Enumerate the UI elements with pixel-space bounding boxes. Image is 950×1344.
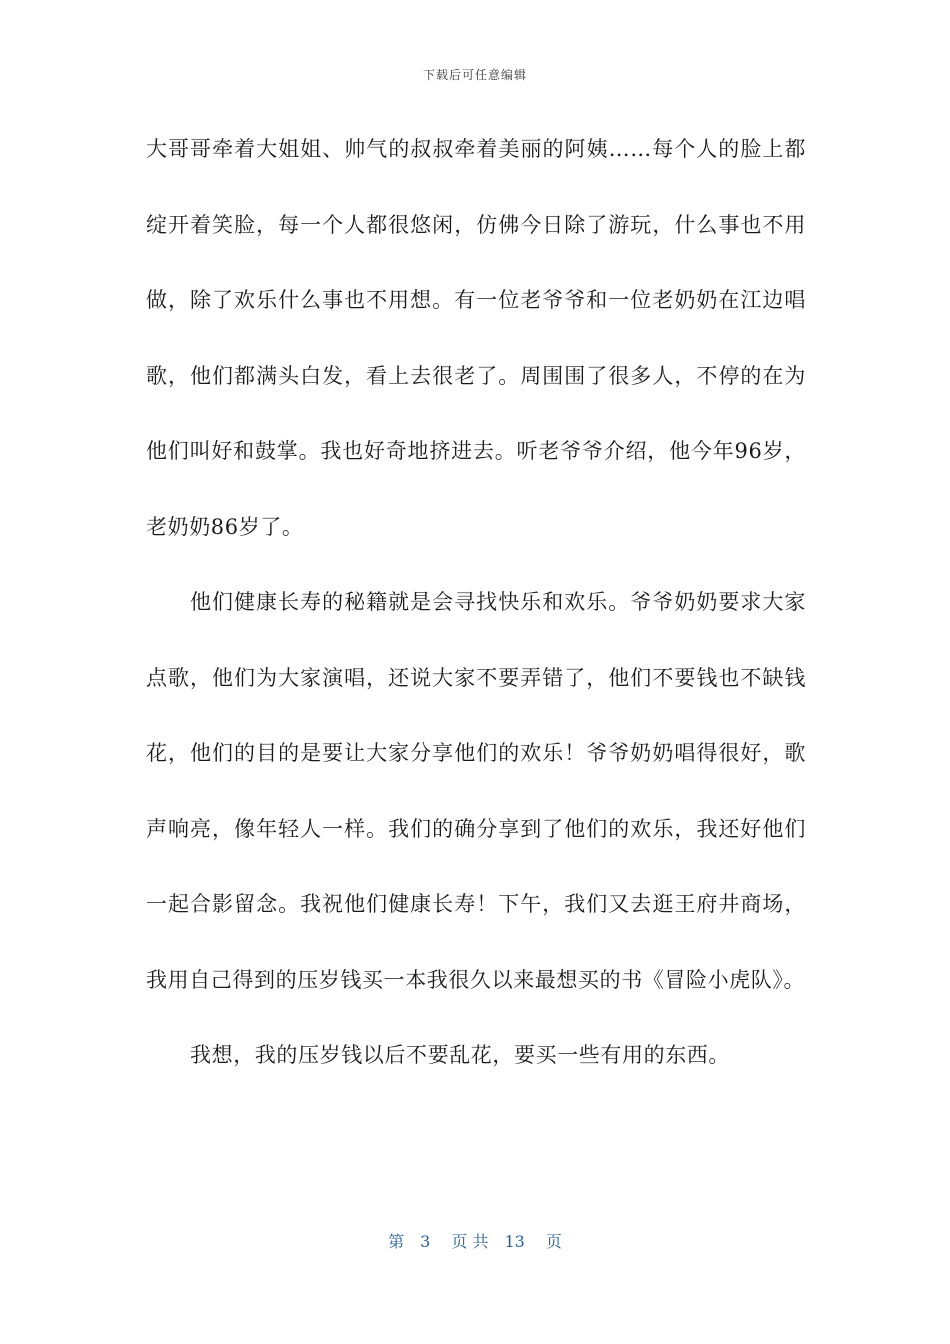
- page-header: 下载后可任意编辑: [422, 68, 527, 82]
- paragraph-1: 大哥哥牵着大姐姐、帅气的叔叔牵着美丽的阿姨……每个人的脸上都绽开着笑脸，每一个人都很悠闲，仿佛今日除了游玩，什么事也不用做，除了欢乐什么事也不用想。有一位老爷爷和一位老奶奶在江边唱歌，他们都满头白发，看上去很老了。周围围了很多人，不停的在为他们叫好和鼓掌。我也好奇地挤进去。听老爷爷介绍，他今年96岁，老奶奶86岁了。: [146, 137, 806, 539]
- page-number-footer: 第 3 页 共 13 页: [388, 1232, 562, 1251]
- paragraph-2: 他们健康长寿的秘籍就是会寻找快乐和欢乐。爷爷奶奶要求大家点歌，他们为大家演唱，还说大家不要弄错了，他们不要钱也不缺钱花，他们的目的是要让大家分享他们的欢乐！爷爷奶奶唱得很好，歌声响亮，像年轻人一样。我们的确分享到了他们的欢乐，我还好他们一起合影留念。我祝他们健康长寿！下午，我们又去逛王府井商场，我用自己得到的压岁钱买一本我很久以来最想买的书《冒险小虎队》。: [146, 590, 806, 992]
- document-body: [146, 112, 806, 1094]
- paragraph-3: 我想，我的压岁钱以后不要乱花，要买一些有用的东西。: [190, 1043, 730, 1067]
